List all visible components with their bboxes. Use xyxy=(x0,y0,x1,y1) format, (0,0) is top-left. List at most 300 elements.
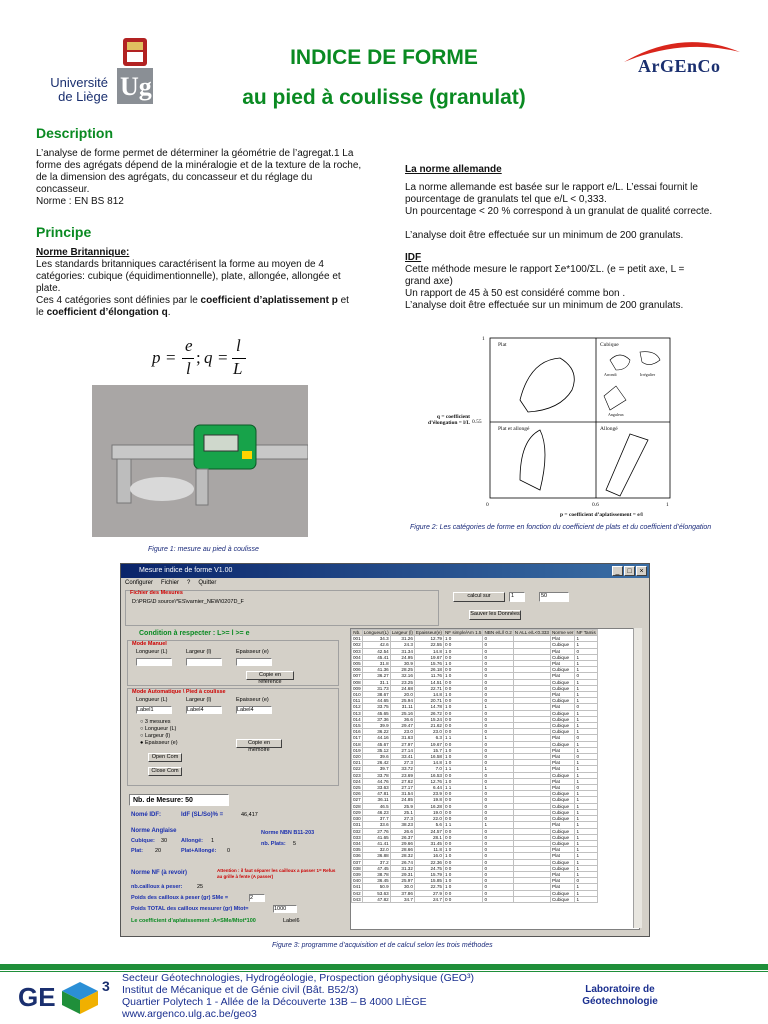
table-cell: 28.25 xyxy=(390,667,414,673)
auto-e-label: Epaisseur (e) xyxy=(236,697,269,703)
laboratoire-label xyxy=(560,984,680,1008)
allonge-value: 1 xyxy=(211,838,215,844)
table-cell: Cubique xyxy=(550,828,574,834)
table-cell: 041 xyxy=(353,884,361,890)
table-cell: 1 0 xyxy=(443,673,483,679)
open-com-button[interactable] xyxy=(148,753,182,762)
table-cell: 0 xyxy=(483,760,513,766)
table-cell: 0 xyxy=(483,791,513,797)
radio-3-mesures[interactable]: ○ 3 mesures xyxy=(140,719,171,725)
table-cell: Cubique xyxy=(550,797,574,803)
lab-line2: Géotechnologie xyxy=(582,996,658,1007)
table-cell: 028 xyxy=(353,803,361,809)
table-cell: Cubique xyxy=(550,654,574,660)
close-button[interactable]: × xyxy=(636,566,647,576)
table-cell: 013 xyxy=(353,710,361,716)
table-cell: 34.7 xyxy=(390,896,414,902)
idf-text: Cette méthode mesure le rapport Σe*100/ΣL. (e = petit axe, L = grand axe) xyxy=(405,264,685,287)
table-cell: 0 xyxy=(575,735,597,741)
table-cell: 25.1 xyxy=(390,809,414,815)
save-data-button[interactable] xyxy=(469,610,521,620)
table-cell: 41.41 xyxy=(362,840,390,846)
table-cell: 36.45 xyxy=(362,878,390,884)
table-cell: 0 xyxy=(483,797,513,803)
table-cell: 1 xyxy=(575,847,597,853)
copie-memoire-button[interactable] xyxy=(236,739,282,753)
table-cell: 002 xyxy=(353,642,361,648)
table-cell: 25.97 xyxy=(390,878,414,884)
fichier-label: Fichier des Mesures xyxy=(130,590,183,596)
menu-fichier[interactable]: Fichier xyxy=(161,580,180,586)
table-cell: 010 xyxy=(353,692,361,698)
principe-text2a: Ces 4 catégories sont définies par le xyxy=(36,295,201,306)
table-cell: 1 xyxy=(483,785,513,791)
table-cell: 0 xyxy=(483,729,513,735)
manuel-L-input[interactable] xyxy=(136,658,172,666)
table-cell: 6.44 xyxy=(414,785,443,791)
table-cell: Plat xyxy=(550,747,574,753)
table-cell: 15.7 xyxy=(414,747,443,753)
table-cell: 0 xyxy=(483,747,513,753)
nb-cailloux-label: nb.cailloux à peser: xyxy=(131,884,183,890)
table-cell: 025 xyxy=(353,785,361,791)
formula-l2: l xyxy=(236,336,241,355)
table-cell: 30.0 xyxy=(390,884,414,890)
table-cell: 014 xyxy=(353,716,361,722)
table-cell: Cubique xyxy=(550,729,574,735)
menu-quitter[interactable]: Quitter xyxy=(198,580,217,586)
table-cell: 0 xyxy=(483,741,513,747)
auto-L-label: Longueur (L) xyxy=(136,697,168,703)
formula-eq2: = xyxy=(218,348,228,367)
table-cell: 37.7 xyxy=(362,816,390,822)
table-cell: 14.51 xyxy=(414,679,443,685)
table-cell: Plat xyxy=(550,735,574,741)
fig2-anguleux: Anguleux xyxy=(608,412,624,417)
radio-longueur-label: Longueur (L) xyxy=(144,726,177,732)
table-cell: 38.78 xyxy=(362,871,390,877)
poids-input[interactable]: 2 xyxy=(249,894,265,902)
table-cell: Plat xyxy=(550,661,574,667)
page-subtitle: au pied à coulisse (granulat) xyxy=(242,86,526,109)
table-cell: 32.16 xyxy=(390,673,414,679)
table-cell: 1 xyxy=(575,692,597,698)
cubique-value: 30 xyxy=(161,838,168,844)
formula-e: e xyxy=(185,336,193,355)
table-cell: 031 xyxy=(353,822,361,828)
table-cell: 33.72 xyxy=(390,766,414,772)
table-cell: 44.16 xyxy=(362,735,390,741)
formula-sep: ; xyxy=(196,348,201,367)
table-cell: 33.78 xyxy=(362,772,390,778)
table-cell: 1 xyxy=(575,741,597,747)
manuel-e-label: Epaisseur (e) xyxy=(236,649,269,655)
auto-L-value: Label1 xyxy=(136,706,172,714)
table-cell: 15.85 xyxy=(414,878,443,884)
grid-scrollbar[interactable] xyxy=(633,628,642,928)
table-cell: 31.32 xyxy=(390,865,414,871)
table-cell: 23.0 xyxy=(390,729,414,735)
table-cell: 0 0 xyxy=(443,723,483,729)
table-cell: 1 1 xyxy=(443,766,483,772)
table-cell: 015 xyxy=(353,723,361,729)
window-titlebar xyxy=(121,564,649,578)
table-cell: Plat xyxy=(550,822,574,828)
table-cell: 26.18 xyxy=(414,667,443,673)
table-cell: 22.0 xyxy=(414,816,443,822)
table-cell: 12.79 xyxy=(414,636,443,642)
table-cell: 37.36 xyxy=(362,716,390,722)
fig2-x1: 1 xyxy=(666,502,669,508)
maximize-button[interactable]: □ xyxy=(624,566,635,576)
table-cell: 23.69 xyxy=(390,772,414,778)
nb-plats-label: nb. Plats: xyxy=(261,841,286,847)
table-cell: Cubique xyxy=(550,803,574,809)
table-cell: 0 xyxy=(483,754,513,760)
fichier-group xyxy=(125,590,439,626)
fig2-xlabel: p = coefficient d’aplatissement = e/l xyxy=(560,512,643,518)
table-cell: 1 xyxy=(575,890,597,896)
table-cell: 035 xyxy=(353,847,361,853)
measurement-grid[interactable] xyxy=(350,628,640,930)
table-cell: 0 0 xyxy=(443,809,483,815)
plat-allonge-value: 0 xyxy=(227,848,231,854)
table-cell: 11.8 xyxy=(414,847,443,853)
table-cell: 0 xyxy=(483,884,513,890)
table-cell: 039 xyxy=(353,871,361,877)
table-cell: 011 xyxy=(353,698,361,704)
manuel-l-label: Largeur (l) xyxy=(186,649,212,655)
table-cell: Cubique xyxy=(550,685,574,691)
table-cell: 26.42 xyxy=(362,760,390,766)
formula xyxy=(152,336,282,380)
table-cell: 0 xyxy=(575,673,597,679)
table-cell: 46.23 xyxy=(362,809,390,815)
table-cell: 1 xyxy=(575,729,597,735)
table-cell: 0 xyxy=(575,754,597,760)
table-cell: 36.11 xyxy=(362,797,390,803)
close-com-button[interactable] xyxy=(148,767,182,776)
table-cell: 1 xyxy=(575,679,597,685)
fichier-path: D:\PRG\D source\*ES\varnier_NEW\0207D_F xyxy=(132,599,244,605)
table-cell: 0 0 xyxy=(443,816,483,822)
formula-L: L xyxy=(233,359,243,378)
auto-e-value: Label4 xyxy=(236,706,272,714)
table-cell: 0 xyxy=(483,809,513,815)
col-tamis: NF Tamis xyxy=(576,630,596,635)
table-cell: 23.9 xyxy=(414,791,443,797)
table-cell: 0 xyxy=(483,772,513,778)
table-cell: 0 0 xyxy=(443,698,483,704)
description-norme: Norme : EN BS 812 xyxy=(36,196,124,207)
table-cell: 1 xyxy=(575,778,597,784)
table-cell: 0 xyxy=(483,890,513,896)
table-cell: 1 xyxy=(575,865,597,871)
table-cell: 1 xyxy=(575,896,597,902)
table-cell: 0 xyxy=(575,785,597,791)
table-cell: Plat xyxy=(550,871,574,877)
table-header-row xyxy=(352,630,598,636)
table-cell: Plat xyxy=(550,692,574,698)
table-cell: 7.0 xyxy=(414,766,443,772)
fig2-x0: 0 xyxy=(486,502,489,508)
table-cell: 1 xyxy=(575,803,597,809)
table-cell: 39.7 xyxy=(362,766,390,772)
table-cell: 47.81 xyxy=(362,791,390,797)
table-cell: 1 xyxy=(575,828,597,834)
table-cell: 19.67 xyxy=(414,741,443,747)
table-cell: 28.66 xyxy=(390,847,414,853)
table-cell: 0 0 xyxy=(443,716,483,722)
table-cell: 1 xyxy=(575,667,597,673)
menu-configurer[interactable]: Configurer xyxy=(125,580,154,586)
table-cell: Cubique xyxy=(550,710,574,716)
geo3-text: GE xyxy=(18,982,56,1012)
table-cell: Cubique xyxy=(550,679,574,685)
table-cell: Plat xyxy=(550,766,574,772)
table-cell: 31.54 xyxy=(390,791,414,797)
table-cell: 42.6 xyxy=(362,642,390,648)
table-cell: 25.16 xyxy=(390,710,414,716)
table-cell: 23.25 xyxy=(390,679,414,685)
radio-3-mesures-label: 3 mesures xyxy=(144,719,171,725)
table-cell: 1 xyxy=(575,772,597,778)
table-cell: 0 0 xyxy=(443,896,483,902)
condition-label: Condition à respecter : L>= l >= e xyxy=(139,630,250,637)
mode-auto-label: Mode Automatique \ Pied à coulisse xyxy=(132,689,226,695)
table-cell: 1 xyxy=(575,822,597,828)
col-nbn: NBN e/L/l 0.2 xyxy=(484,630,512,635)
norme-nbn-label: Norme NBN B11-203 xyxy=(261,830,315,836)
manuel-e-input[interactable] xyxy=(236,658,272,666)
coef-aplat-value: Label6 xyxy=(283,918,300,924)
table-cell: Plat xyxy=(550,673,574,679)
allemande-text: La norme allemande est basée sur le rapport e/L. L’essai fournit le pourcentage de granulats tel que e/L < 0,333. xyxy=(405,182,698,205)
copie-reference-button[interactable] xyxy=(246,671,294,685)
table-cell: 0 xyxy=(483,816,513,822)
table-cell: 36.88 xyxy=(362,853,390,859)
table-cell: 0 xyxy=(483,859,513,865)
table-cell: Cubique xyxy=(550,890,574,896)
table-cell: 45.41 xyxy=(362,654,390,660)
radio-group xyxy=(140,719,178,747)
table-cell: 0 xyxy=(483,642,513,648)
table-cell: 45.65 xyxy=(362,710,390,716)
table-body xyxy=(352,636,598,903)
table-cell: 1 0 xyxy=(443,871,483,877)
table-cell: 6.3 xyxy=(414,735,443,741)
table-cell: 50.9 xyxy=(362,884,390,890)
table-cell: 15.24 xyxy=(414,716,443,722)
fig2-xmid: 0.6 xyxy=(592,502,599,508)
table-cell: 33.63 xyxy=(362,785,390,791)
table-cell: 26.72 xyxy=(414,710,443,716)
calcul-from-input[interactable]: 1 xyxy=(509,592,525,602)
table-cell: 16.53 xyxy=(414,772,443,778)
table-cell: 1 xyxy=(575,853,597,859)
nb-cailloux-value: 25 xyxy=(197,884,204,890)
table-cell: 1 xyxy=(575,710,597,716)
attention-text: Attention : il faut séparer les cailloux a passer 1= Refus au grille à fente (A passer) xyxy=(217,868,336,879)
table-cell: 030 xyxy=(353,816,361,822)
table-cell: 31.11 xyxy=(390,704,414,710)
geo3-cube-icon xyxy=(60,980,100,1016)
table-cell: 036 xyxy=(353,853,361,859)
radio-epaisseur[interactable]: ● Epaisseur (e) xyxy=(140,740,178,746)
table-cell: 008 xyxy=(353,679,361,685)
table-cell: 0 0 xyxy=(443,679,483,685)
table-cell: 019 xyxy=(353,747,361,753)
table-cell: 0 xyxy=(483,871,513,877)
table-cell: Cubique xyxy=(550,809,574,815)
table-cell xyxy=(513,896,550,902)
table-cell: 005 xyxy=(353,661,361,667)
table-cell: 004 xyxy=(353,654,361,660)
table-cell: 1 xyxy=(575,760,597,766)
plat-value: 20 xyxy=(155,848,162,854)
geo3-logo xyxy=(18,978,118,1018)
radio-longueur[interactable]: ○ Longueur (L) xyxy=(140,726,177,732)
table-cell: 14.78 xyxy=(414,704,443,710)
radio-largeur-label: Largeur (l) xyxy=(144,733,171,739)
table-cell: 27.17 xyxy=(390,785,414,791)
table-cell: 1 0 xyxy=(443,692,483,698)
table-cell: 22.71 xyxy=(414,685,443,691)
table-cell: 23.0 xyxy=(414,729,443,735)
calcul-to-input[interactable]: 50 xyxy=(539,592,569,602)
table-cell: Plat xyxy=(550,785,574,791)
allemande-line2: Un pourcentage < 20 % correspond à un granulat de qualité correcte. xyxy=(405,206,713,217)
radio-largeur[interactable]: ○ Largeur (l) xyxy=(140,733,171,739)
table-cell: 0 xyxy=(483,834,513,840)
table-cell: 0 0 xyxy=(443,654,483,660)
table-cell: 0 xyxy=(483,778,513,784)
table-cell: 14.8 xyxy=(414,760,443,766)
table-cell: Plat xyxy=(550,878,574,884)
table-cell: 1 xyxy=(575,884,597,890)
table-cell: 0 xyxy=(483,896,513,902)
table-cell: 24.7 xyxy=(414,896,443,902)
table-cell: Plat xyxy=(550,754,574,760)
table-cell: 0 0 xyxy=(443,865,483,871)
table-row[interactable] xyxy=(352,896,598,902)
table-cell: Plat xyxy=(550,704,574,710)
table-cell: 1 xyxy=(575,716,597,722)
table-cell: 33.75 xyxy=(362,704,390,710)
table-cell: 1 xyxy=(575,797,597,803)
table-cell: 0 0 xyxy=(443,840,483,846)
measurement-table xyxy=(351,629,598,903)
auto-l-label: Largeur (l) xyxy=(186,697,212,703)
table-cell: 31.45 xyxy=(414,840,443,846)
table-cell: 41.36 xyxy=(362,667,390,673)
table-cell: 36.22 xyxy=(362,729,390,735)
table-cell: 0 xyxy=(483,685,513,691)
formula-q: q xyxy=(204,348,213,367)
footer-website[interactable]: www.argenco.ulg.ac.be/geo3 xyxy=(122,1008,257,1020)
table-cell: 0 xyxy=(483,803,513,809)
table-cell: 1 0 xyxy=(443,778,483,784)
table-cell: 1 0 xyxy=(443,754,483,760)
table-cell: 44.65 xyxy=(362,698,390,704)
table-cell: 1 1 xyxy=(443,735,483,741)
minimize-button[interactable]: _ xyxy=(612,566,623,576)
poids-label: Poids des cailloux à peser (gr) SMe = xyxy=(131,895,229,901)
univ-line2: de Liège xyxy=(58,89,108,104)
calcul-button[interactable] xyxy=(453,592,505,602)
table-cell: 040 xyxy=(353,878,361,884)
table-cell: 47.45 xyxy=(362,865,390,871)
table-cell: 0 xyxy=(575,704,597,710)
principe-text2 xyxy=(36,295,356,319)
description-heading: Description xyxy=(36,125,114,141)
table-cell: 1 xyxy=(575,766,597,772)
table-cell: 36.27 xyxy=(362,673,390,679)
fig2-ylabel xyxy=(416,414,470,426)
coef-aplat-label: Le coefficient d’aplatissement :A=SMe/Mtot*100 xyxy=(131,918,256,924)
table-cell: 1 0 xyxy=(443,704,483,710)
table-cell: 0 0 xyxy=(443,797,483,803)
menu-help[interactable]: ? xyxy=(187,580,191,586)
table-cell: 1 0 xyxy=(443,648,483,654)
table-cell: 36.6 xyxy=(390,716,414,722)
table-cell: 029 xyxy=(353,809,361,815)
table-cell: Cubique xyxy=(550,698,574,704)
table-cell: 1 xyxy=(575,723,597,729)
table-cell: 24.3 xyxy=(390,642,414,648)
table-cell: 33.6 xyxy=(362,822,390,828)
table-cell: 31.1 xyxy=(362,679,390,685)
table-cell: 16.0 xyxy=(414,853,443,859)
table-cell: Cubique xyxy=(550,723,574,729)
principe-sub: Norme Britannique: xyxy=(36,247,130,258)
table-cell: Cubique xyxy=(550,834,574,840)
table-cell: 16.58 xyxy=(414,754,443,760)
table-cell: 0 xyxy=(483,661,513,667)
table-cell: Cubique xyxy=(550,716,574,722)
table-cell: 53.63 xyxy=(362,890,390,896)
table-cell: 020 xyxy=(353,754,361,760)
table-cell: 0 xyxy=(483,654,513,660)
table-cell: Plat xyxy=(550,847,574,853)
table-cell: Cubique xyxy=(550,816,574,822)
table-cell: 11.76 xyxy=(414,673,443,679)
poids-total-input[interactable]: 1000 xyxy=(273,905,297,913)
allemande-heading: La norme allemande xyxy=(405,164,502,175)
table-cell: 15.76 xyxy=(414,661,443,667)
principe-text2e: . xyxy=(167,307,171,318)
table-cell: 038 xyxy=(353,865,361,871)
table-cell: 1 xyxy=(483,735,513,741)
table-cell: 001 xyxy=(353,636,361,642)
table-cell: 29.47 xyxy=(390,723,414,729)
footer-line1: Secteur Géotechnologies, Hydrogéologie, Prospection géophysique (GEO³) xyxy=(122,972,474,984)
table-cell: 0 0 xyxy=(443,667,483,673)
col-epaisseur: Epaisseur(e) xyxy=(415,630,442,635)
table-cell: 1 0 xyxy=(443,747,483,753)
table-cell: 37.2 xyxy=(362,859,390,865)
table-cell: 0 xyxy=(483,840,513,846)
table-cell: 29.66 xyxy=(390,840,414,846)
idf-heading: IDF xyxy=(405,252,422,263)
table-cell: 024 xyxy=(353,778,361,784)
table-cell: 0 xyxy=(575,878,597,884)
table-cell: 0 0 xyxy=(443,741,483,747)
table-cell: 27.9 xyxy=(414,890,443,896)
manuel-l-input[interactable] xyxy=(186,658,222,666)
table-cell: 0 0 xyxy=(443,729,483,735)
table-cell: 0 0 xyxy=(443,710,483,716)
